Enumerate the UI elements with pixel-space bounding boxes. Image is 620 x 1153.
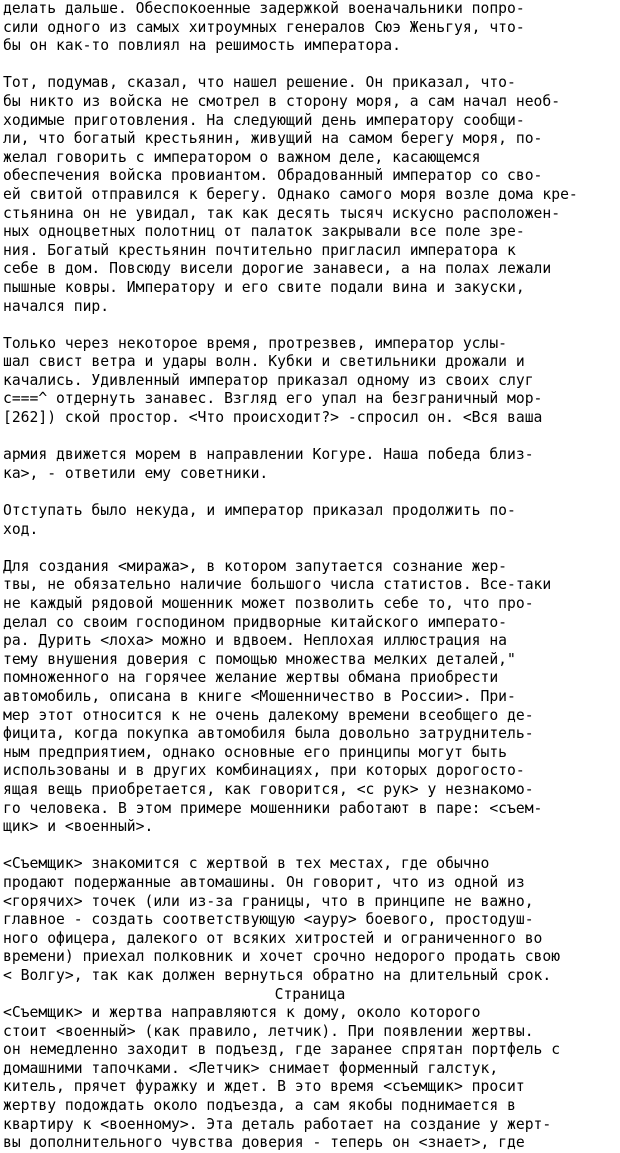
text-line: мер этот относится к не очень далекому времени всеобщего де- xyxy=(3,706,534,724)
text-line: продают подержанные автомашины. Он говорит, что из одной из xyxy=(3,873,525,891)
text-line: < Волгу>, так как должен вернуться обратно на длительный срок. xyxy=(3,966,552,984)
text-line: ли, что богатый крестьянин, живущий на самом берегу моря, по- xyxy=(3,130,543,148)
text-line: начался пир. xyxy=(3,297,110,315)
text-line: Только через некоторое время, протрезвев, император услы- xyxy=(3,334,508,352)
blank-line xyxy=(3,837,617,856)
text-line: не каждый рядовой мошенник может позволить себе то, что про- xyxy=(3,595,534,612)
page-footer: Страница xyxy=(274,986,346,1003)
text-line: с===^ отдернуть занавес. Взгляд его упал на безграничный мор- xyxy=(3,390,543,408)
text-line: делал со своим господином придворные китайского императо- xyxy=(3,613,508,631)
blank-line xyxy=(3,316,617,335)
text-line: ным предприятием, однако основные его принципы могут быть xyxy=(3,743,508,761)
text-line: <Съемщик> знакомится с жертвой в тех местах, где обычно xyxy=(3,855,490,873)
text-line: бы никто из войска не смотрел в сторону моря, а сам начал необ- xyxy=(3,92,561,110)
text-line: щик> и <военный>. xyxy=(3,818,154,836)
blank-line xyxy=(3,483,617,502)
text-line: пышные ковры. Императору и его свите подали вина и закуски, xyxy=(3,278,525,296)
text-line: использованы и в других комбинациях, при которых дорогосто- xyxy=(3,762,525,780)
text-line: фицита, когда покупка автомобиля была довольно затруднитель- xyxy=(3,725,534,743)
text-line: жертву подождать около подъезда, а сам якобы поднимается в xyxy=(3,1097,516,1115)
text-line: обеспечения войска провиантом. Обрадованный император со сво- xyxy=(3,167,543,185)
text-line: Для создания <миража>, в котором запутается сознание жер- xyxy=(3,557,508,575)
text-line: ход. xyxy=(3,520,39,538)
text-line: помноженного на горячее желание жертвы обмана приобрести xyxy=(3,669,499,687)
text-line: домашними тапочками. <Летчик> снимает форменный галстук, xyxy=(3,1059,499,1077)
text-line: армия движется морем в направлении Когуре. Наша победа близ- xyxy=(3,446,534,464)
text-line: Тот, подумав, сказал, что нашел решение. Он приказал, что- xyxy=(3,74,516,92)
text-line: ка>, - ответили ему советники. xyxy=(3,464,269,482)
text-line: времени) приехал полковник и хочет срочно недорого продать свою xyxy=(3,948,561,966)
text-line: [262]) ской простор. <Что происходит?> -спросил он. <Вся ваша xyxy=(3,409,543,427)
text-line: тему внушения доверия с помощью множества мелких деталей," xyxy=(3,650,516,668)
text-line: квартиру к <военному>. Эта деталь работает на создание у жерт- xyxy=(3,1115,552,1133)
text-line: ходимые приготовления. На следующий день императору сообщи- xyxy=(3,111,525,129)
text-line: он немедленно заходит в подъезд, где заранее спрятан портфель с xyxy=(3,1041,561,1059)
text-line: ящая вещь приобретается, как говорится, <с рук> у незнакомо- xyxy=(3,780,534,798)
text-line: Отступать было некуда, и император приказал продолжить по- xyxy=(3,502,516,520)
text-line: <Съемщик> и жертва направляются к дому, около которого xyxy=(3,1004,481,1022)
text-line: вы дополнительного чувства доверия - теперь он <знает>, где xyxy=(3,1134,525,1152)
text-line: ей свитой отправился к берегу. Однако самого моря возле дома кре- xyxy=(3,185,578,203)
text-line: шал свист ветра и удары волн. Кубки и светильники дрожали и xyxy=(3,353,525,371)
text-line: го человека. В этом примере мошенники работают в паре: <съем- xyxy=(3,799,543,817)
text-line: стоит <военный> (как правило, летчик). При появлении жертвы. xyxy=(3,1022,534,1040)
text-line: китель, прячет фуражку и ждет. В это время <съемщик> просит xyxy=(3,1078,525,1096)
document-body xyxy=(3,0,617,1153)
text-line: главное - создать соответствующую <ауру> боевого, простодуш- xyxy=(3,911,534,929)
text-line: делать дальше. Обеспокоенные задержкой военачальники попро- xyxy=(3,0,525,17)
text-line: ра. Дурить <лоха> можно и вдвоем. Неплохая иллюстрация на xyxy=(3,632,508,650)
text-line: бы он как-то повлиял на решимость императора. xyxy=(3,37,401,55)
text-line: ния. Богатый крестьянин почтительно пригласил императора к xyxy=(3,241,516,259)
text-line: себе в дом. Повсюду висели дорогие занавеси, а на полах лежали xyxy=(3,260,552,278)
text-line: твы, не обязательно наличие большого числа статистов. Все-таки xyxy=(3,576,552,594)
text-line: ного офицера, далекого от всяких хитростей и ограниченного во xyxy=(3,929,543,947)
text-line: ных одноцветных полотниц от палаток закрывали все поле зре- xyxy=(3,223,525,241)
text-line: <горячих> точек (или из-за границы, что в принципе не важно, xyxy=(3,892,534,910)
text-line: стьянина он не увидал, так как десять тысяч искусно расположен- xyxy=(3,204,561,222)
blank-line xyxy=(3,539,617,558)
text-line: качались. Удивленный император приказал одному из своих слуг xyxy=(3,371,534,389)
blank-line xyxy=(3,428,617,447)
text-line: сили одного из самых хитроумных генералов Сюэ Женьгуя, что- xyxy=(3,18,525,36)
text-line: желал говорить с императором о важном деле, касающемся xyxy=(3,148,481,166)
text-line: автомобиль, описана в книге <Мошенничество в России>. При- xyxy=(3,687,516,705)
blank-line xyxy=(3,56,617,75)
